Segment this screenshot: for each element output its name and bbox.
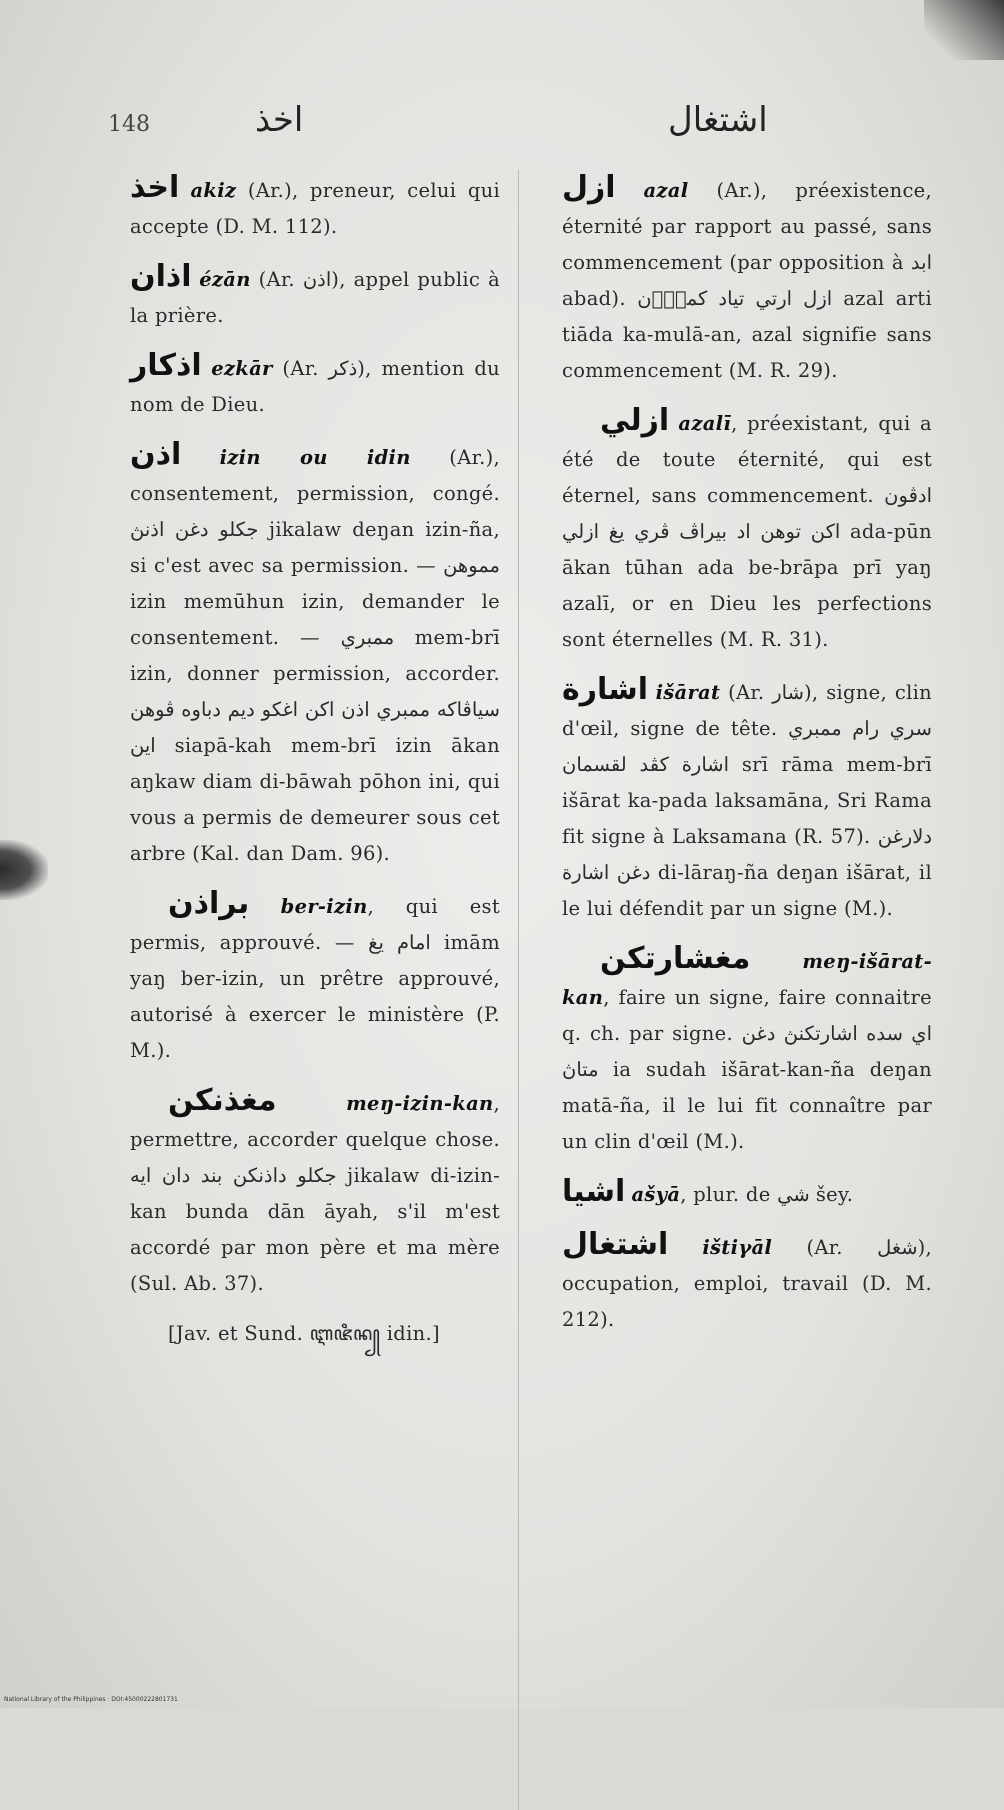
entry-definition: (Ar. شغل), occupation, emploi, travail (D. M. 212). [562, 1236, 933, 1331]
dictionary-entry [130, 886, 500, 1069]
entry-definition: (Ar.), preneur, celui qui accepte (D. M. 112). [130, 179, 501, 238]
dictionary-entry [562, 170, 932, 389]
right-column [562, 170, 932, 1352]
dictionary-entry [130, 348, 500, 423]
entry-arabic-headword: اشيا [562, 1174, 626, 1209]
entry-transliteration: ašyā [631, 1183, 681, 1206]
entry-arabic-headword: براذن [168, 886, 250, 921]
scan-thumb-shadow [0, 840, 48, 900]
scan-shadow-corner [924, 0, 1004, 60]
entry-definition: (Ar. اذن), appel public à la prière. [130, 268, 500, 327]
entry-arabic-headword: اخذ [130, 170, 180, 205]
entry-definition: (Ar.), consentement, permission, congé. جكلو دغن اذنڽ jikalaw deŋan izin-ña, si c'est avec sa permission. — مموهن izin memūhun izin, demander le consentement. — ممبري mem-brī izin, donner permission, accorder. سياڤاكه ممبري اذن اكن اغكو ديم دباوه ڤوهن اين siapā-kah mem-brī izin ākan aŋkaw diam di-bāwah pōhon ini, qui vous a permis de demeurer sous cet arbre (Kal. dan Dam. 96). [130, 446, 500, 865]
entry-transliteration: azal [643, 179, 689, 202]
entry-definition: [Jav. et Sund. ꦆꦗꦶꦤ꧀ idin.] [168, 1322, 440, 1345]
entry-transliteration: izin ou idin [219, 446, 411, 469]
running-head-right: اشتغال [668, 100, 768, 140]
entry-transliteration: meŋ-išārat-kan [562, 950, 932, 1009]
entry-definition: , faire un signe, faire connaitre q. ch. par signe. اي سده اشارتكنڽ دغن متاڽ ia sudah išārat-kan-ña deŋan matā-ña, il le lui fit connaître par un clin d'œil (M.). [562, 986, 932, 1153]
dictionary-entry [130, 437, 500, 872]
entry-definition: (Ar.), préexistence, éternité par rapport au passé, sans commencement (par opposition à ابد abad). ازل ارتي تياد كملا٘ن azal arti tiāda ka-mulā-an, azal signifie sans commencement (M. R. 29). [562, 179, 932, 382]
entry-definition: (Ar. شار), signe, clin d'œil, signe de tête. سري رام ممبري اشارة كڤد لقسمان srī rāma mem-brī išārat ka-pada laksamāna, Sri Rama fit signe à Laksamana (R. 57). دلارغن دغن اشارة di-lāraŋ-ña deŋan išārat, il le lui défendit par un signe (M.). [562, 681, 933, 920]
entry-transliteration: ezkār [211, 357, 273, 380]
dictionary-entry [562, 1174, 932, 1213]
entry-arabic-headword: اذن [130, 437, 182, 472]
entry-transliteration: azalī [678, 412, 732, 435]
dictionary-entry [130, 259, 500, 334]
page-number: 148 [108, 112, 150, 137]
dictionary-entry [562, 672, 932, 927]
entry-transliteration: išārat [655, 681, 721, 704]
dictionary-entry [562, 941, 932, 1160]
column-divider [518, 170, 519, 1810]
entry-arabic-headword: مغشارتكن [600, 941, 751, 976]
dictionary-entry [130, 1083, 500, 1302]
entry-definition: , plur. de شي šey. [680, 1183, 854, 1206]
entry-transliteration: akiz [190, 179, 237, 202]
entry-definition: , qui est permis, approuvé. — امام يغ imām yaŋ ber-izin, un prêtre approuvé, autorisé à exercer le ministère (P. M.). [130, 895, 501, 1062]
entry-transliteration: ištiγāl [702, 1236, 773, 1259]
entry-definition: (Ar. ذكر), mention du nom de Dieu. [130, 357, 501, 416]
left-column [130, 170, 500, 1366]
running-head-left: اخذ [255, 100, 304, 140]
entry-transliteration: meŋ-izin-kan [346, 1092, 494, 1115]
dictionary-entry [562, 403, 932, 658]
entry-arabic-headword: ازلي [600, 403, 670, 438]
entry-arabic-headword: اشارة [562, 672, 649, 707]
entry-transliteration: ézān [199, 268, 251, 291]
entry-transliteration: ber-izin [280, 895, 368, 918]
entry-arabic-headword: اذان [130, 259, 192, 294]
entry-definition: , préexistant, qui a été de toute éternité, qui est éternel, sans commencement. ادڤون اكن توهن اد بيراڤ ڤري يغ ازلي ada-pūn ākan tūhan ada be-brāpa prī yaŋ azalī, or en Dieu les perfections sont éternelles (M. R. 31). [562, 412, 932, 651]
entry-arabic-headword: اشتغال [562, 1227, 669, 1262]
dictionary-entry [562, 1227, 932, 1338]
entry-arabic-headword: ازل [562, 170, 616, 205]
entry-arabic-headword: اذكار [130, 348, 202, 383]
dictionary-entry [130, 1316, 500, 1352]
entry-definition: , permettre, accorder quelque chose. جكلو داذنكن بند دان ايه jikalaw di-izin-kan bunda dān āyah, s'il m'est accordé par mon père et ma mère (Sul. Ab. 37). [130, 1092, 500, 1295]
scan-footer-credit: National Library of the Philippines · DOI:45000222801731 [4, 1696, 178, 1703]
dictionary-entry [130, 170, 500, 245]
entry-arabic-headword: مغذنكن [168, 1083, 277, 1118]
